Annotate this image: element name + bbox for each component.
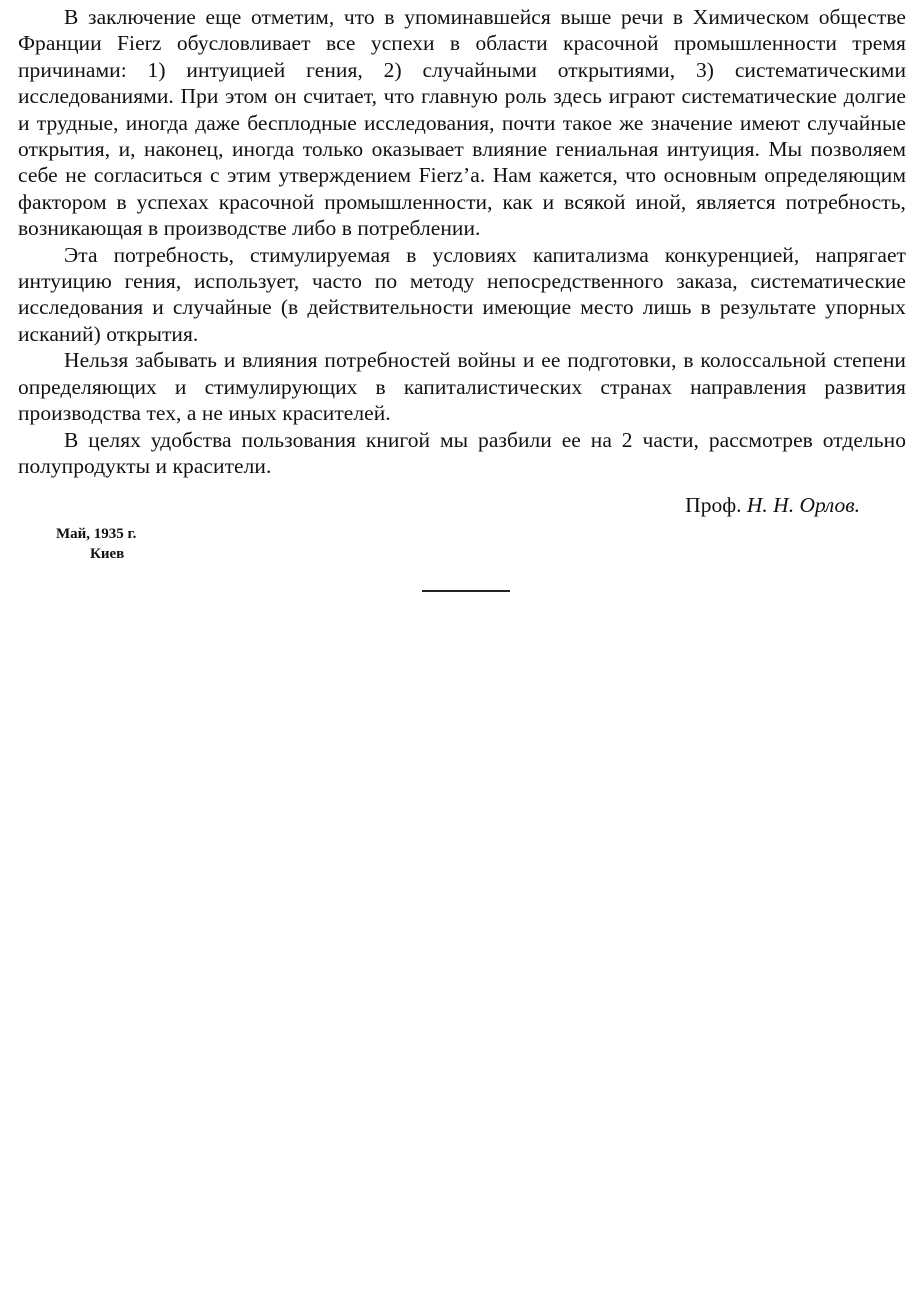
body-text [18, 4, 906, 479]
paragraph-1: В заключение еще отметим, что в упоминавшейся выше речи в Химическом обществе Франции Fierz обусловливает все успехи в области красочной промышленности тремя причинами: 1) интуицией гения, 2) случайными открытиями, 3) систематическими исследованиями. При этом он считает, что главную роль здесь играют систематические долгие и трудные, иногда даже бесплодные исследования, почти такое же значение имеют случайные открытия, и, наконец, иногда только оказывает влияние гениальная интуиция. Мы позволяем себе не согласиться с этим утверждением Fierz’a. Нам кажется, что основным определяющим фактором в успехах красочной промышленности, как и всякой иной, является потребность, возникающая в производстве либо в потреблении. [18, 5, 906, 241]
city-text: Киев [90, 546, 125, 562]
section-divider [422, 590, 510, 592]
author-signature [685, 492, 860, 518]
author-title: Проф. [685, 493, 742, 517]
date-text: Май, 1935 г. [56, 526, 137, 542]
paragraph-3: Нельзя забывать и влияния потребностей войны и ее подготовки, в колоссальной степени определяющих и стимулирующих в капиталистических странах направления развития производства тех, а не иных красителей. [18, 348, 906, 426]
document-page [18, 0, 906, 1308]
author-name: Н. Н. Орлов. [746, 493, 860, 517]
paragraph-4: В целях удобства пользования книгой мы разбили ее на 2 части, рассмотрев отдельно полупродукты и красители. [18, 427, 906, 478]
paragraph-2: Эта потребность, стимулируемая в условиях капитализма конкуренцией, напрягает интуицию гения, использует, часто по методу непосредственного заказа, систематические исследования и случайные (в действительности имеющие место лишь в результате упорных исканий) открытия. [18, 242, 906, 346]
dateline [56, 524, 136, 564]
